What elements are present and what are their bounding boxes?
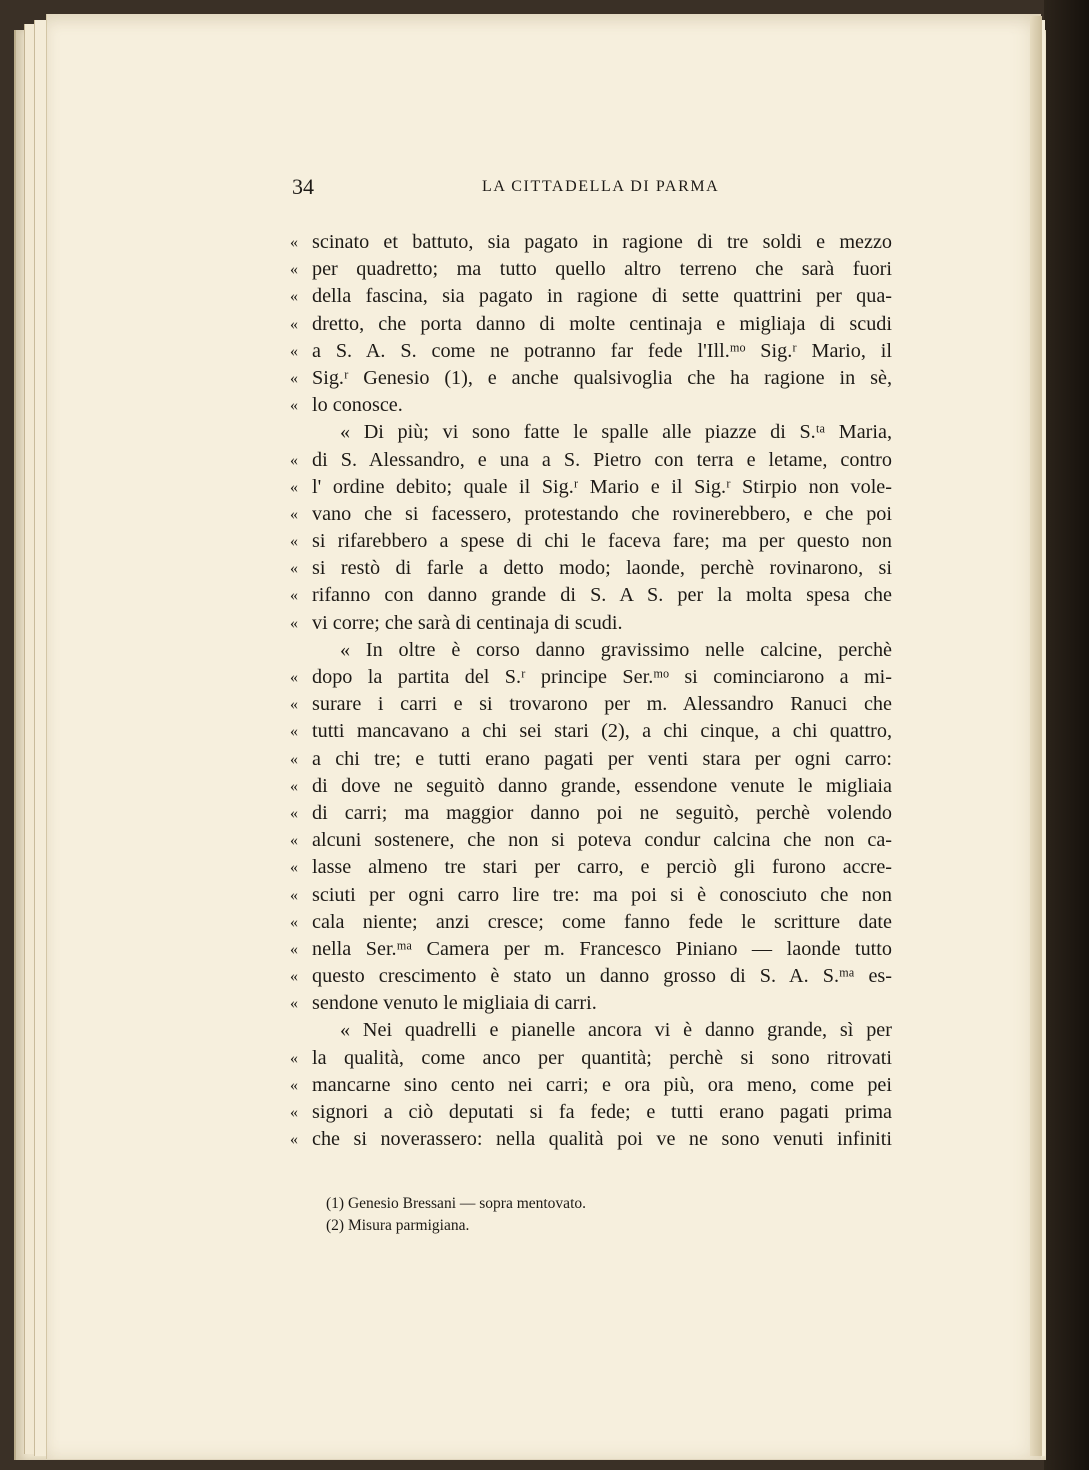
quote-mark: « [290,478,298,496]
line-text: mancarne sino cento nei carri; e ora più, ora meno, come pei [312,1073,892,1096]
quote-mark: « [290,342,298,360]
text-line [290,419,892,446]
text-line [290,800,892,827]
line-text: rifanno con danno grande di S. A S. per la molta spesa che [312,584,892,607]
line-text: nella Ser.ᵐᵃ Camera per m. Francesco Piniano — laonde tutto [312,937,892,960]
line-text: sendone venuto le migliaia di carri. [312,992,597,1015]
text-line [290,365,892,392]
line-text: cala niente; anzi cresce; come fanno fede le scritture date [312,910,892,933]
text-line [290,909,892,936]
line-text: l' ordine debito; quale il Sig.ʳ Mario e il Sig.ʳ Stirpio non vole- [312,475,892,498]
running-title: LA CITTADELLA DI PARMA [482,178,720,195]
quote-mark: « [290,696,298,714]
text-line [290,637,892,664]
quote-mark: « [290,913,298,931]
quote-mark: « [290,1049,298,1067]
quote-mark: « [290,832,298,850]
text-line [290,746,892,773]
line-text: « Nei quadrelli e pianelle ancora vi è danno grande, sì per [340,1019,892,1042]
text-line [290,963,892,990]
line-text: a chi tre; e tutti erano pagati per venti stara per ogni carro: [312,747,892,770]
quote-mark: « [290,804,298,822]
line-text: Sig.ʳ Genesio (1), e anche qualsivoglia che ha ragione in sè, [312,366,892,389]
text-line [290,1017,892,1044]
body-text [290,229,892,1153]
line-text: vi corre; che sarà di centinaja di scudi. [312,611,623,634]
quote-mark: « [290,968,298,986]
text-line [290,283,892,310]
text-line [290,311,892,338]
background-edge [1044,0,1089,1470]
quote-mark: « [290,261,298,279]
quote-mark: « [290,505,298,523]
quote-mark: « [290,587,298,605]
line-text: vano che si facessero, protestando che rovinerebbero, e che poi [312,502,892,525]
line-text: « Di più; vi sono fatte le spalle alle piazze di S.ᵗᵃ Maria, [340,421,892,444]
line-text: signori a ciò deputati si fa fede; e tutti erano pagati prima [312,1101,892,1123]
quote-mark: « [290,995,298,1013]
text-line [290,501,892,528]
text-line [290,474,892,501]
text-line [290,664,892,691]
quote-mark: « [290,1076,298,1094]
text-line [290,392,892,419]
text-line [290,718,892,745]
text-line [290,1045,892,1072]
page-fore-edge [1030,16,1042,1456]
text-line [290,773,892,800]
line-text: surare i carri e si trovarono per m. Alessandro Ranuci che [312,693,892,716]
quote-mark: « [290,886,298,904]
text-line [290,1126,892,1153]
text-line [290,1072,892,1099]
line-text: di dove ne seguitò danno grande, essendone venute le migliaia [312,774,892,797]
text-line [290,854,892,881]
quote-mark: « [290,397,298,415]
line-text: lo conosce. [312,394,403,417]
line-text: della fascina, sia pagato in ragione di sette quattrini per qua- [312,285,892,308]
page-number: 34 [292,174,314,199]
quote-mark: « [290,723,298,741]
page-header [292,170,897,204]
line-text: a S. A. S. come ne potranno far fede l'Ill.ᵐᵒ Sig.ʳ Mario, il [312,339,892,362]
footnotes [326,1193,826,1237]
line-text: di carri; ma maggior danno poi ne seguitò, perchè volendo [312,801,892,824]
line-text: si restò di farle a detto modo; laonde, perchè rovinarono, si [312,557,892,580]
line-text: che si noverassero: nella qualità poi ve ne sono venuti infiniti [312,1128,892,1151]
line-text: tutti mancavano a chi sei stari (2), a chi cinque, a chi quattro, [312,720,892,743]
text-line [290,936,892,963]
quote-mark: « [290,533,298,551]
line-text: lasse almeno tre stari per carro, e perciò gli furono accre- [312,856,892,879]
line-text: la qualità, come anco per quantità; perchè si sono ritrovati [312,1046,892,1069]
quote-mark: « [290,315,298,333]
line-text: sciuti per ogni carro lire tre: ma poi si è conosciuto che non [312,883,892,906]
text-line [290,447,892,474]
text-line [290,582,892,609]
footnote: (1) Genesio Bressani — sopra mentovato. [326,1195,586,1212]
line-text: di S. Alessandro, e una a S. Pietro con terra e letame, contro [312,448,892,471]
line-text: questo crescimento è stato un danno grosso di S. A. S.ᵐᵃ es- [312,965,892,988]
text-line [290,691,892,718]
quote-mark: « [290,750,298,768]
quote-mark: « [290,369,298,387]
quote-mark: « [290,288,298,306]
text-line [290,256,892,283]
line-text: dopo la partita del S.ʳ principe Ser.ᵐᵒ si cominciarono a mi- [312,666,892,688]
text-line [290,610,892,637]
text-line [290,882,892,909]
text-line [290,555,892,582]
text-line [290,1099,892,1126]
text-line [290,528,892,555]
line-text: dretto, che porta danno di molte centinaja e migliaja di scudi [312,312,892,335]
footnote: (2) Misura parmigiana. [326,1217,470,1234]
text-line [290,229,892,256]
quote-mark: « [290,1104,298,1121]
quote-mark: « [290,859,298,877]
quote-mark: « [290,1131,298,1149]
text-line [290,990,892,1017]
line-text: si rifarebbero a spese di chi le faceva fare; ma per questo non [312,530,892,553]
text-line [290,338,892,365]
text-line [290,827,892,854]
line-text: alcuni sostenere, che non si poteva condur calcina che non ca- [312,829,892,852]
quote-mark: « [290,614,298,632]
quote-mark: « [290,234,298,251]
quote-mark: « [290,669,298,686]
quote-mark: « [290,560,298,578]
line-text: scinato et battuto, sia pagato in ragione di tre soldi e mezzo [312,231,892,253]
quote-mark: « [290,451,298,469]
line-text: per quadretto; ma tutto quello altro terreno che sarà fuori [312,258,892,281]
line-text: « In oltre è corso danno gravissimo nelle calcine, perchè [340,638,892,661]
quote-mark: « [290,777,298,795]
quote-mark: « [290,940,298,958]
